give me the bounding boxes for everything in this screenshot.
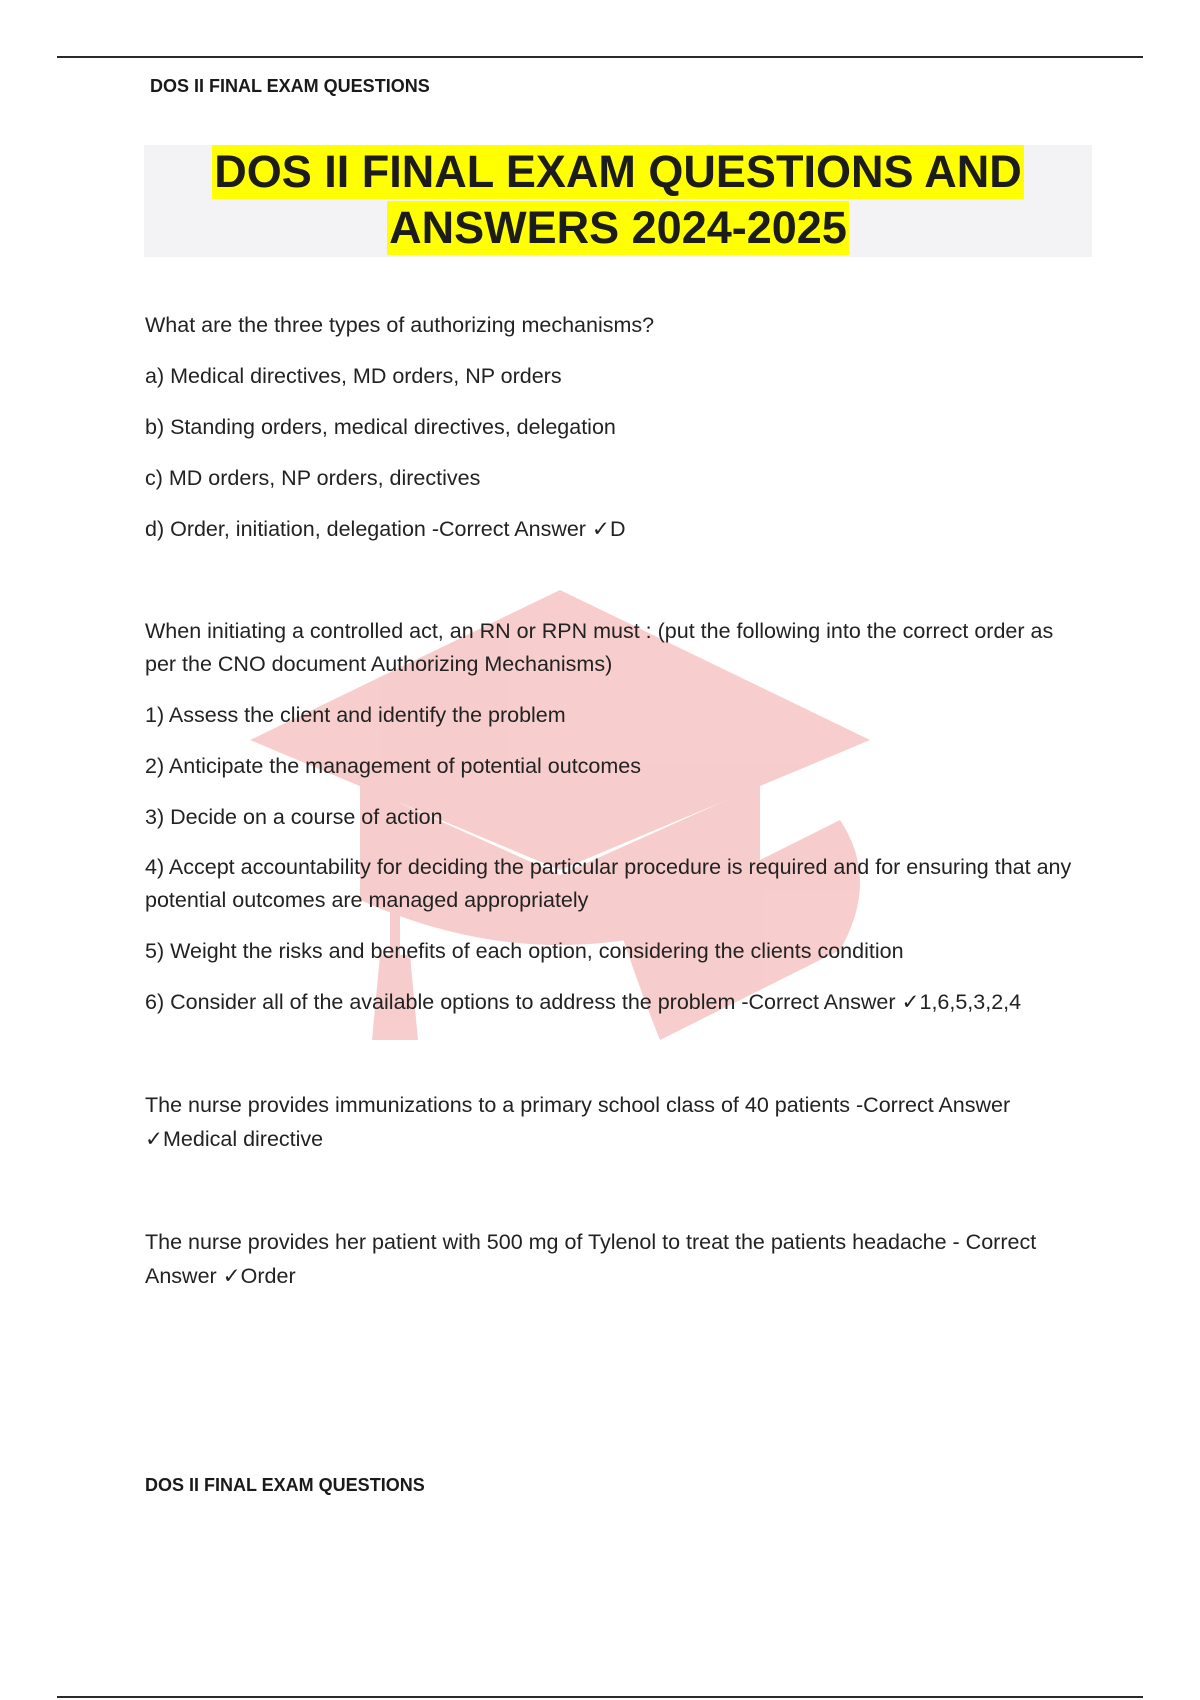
question-1-option: c) MD orders, NP orders, directives (145, 466, 481, 490)
title-line-2: ANSWERS 2024-2025 (389, 202, 847, 253)
question-3-text: The nurse provides immunizations to a primary school class of 40 patients -Correct Answer ✓Medical directive (145, 1093, 1011, 1151)
question-1-text: What are the three types of authorizing mechanisms? (145, 313, 655, 337)
question-1-option: b) Standing orders, medical directives, delegation (145, 415, 616, 439)
question-4-text: The nurse provides her patient with 500 mg of Tylenol to treat the patients headache - Correct Answer ✓Order (145, 1230, 1037, 1288)
running-footer: DOS II FINAL EXAM QUESTIONS (145, 1475, 425, 1495)
question-2-item: 4) Accept accountability for deciding the particular procedure is required and for ensuring that any potential outcomes are managed appropriately (145, 855, 1072, 912)
question-2-item: 1) Assess the client and identify the problem (145, 703, 566, 727)
question-2-answer: 6) Consider all of the available options to address the problem -Correct Answer ✓1,6,5,3,2,4 (145, 990, 1022, 1014)
bottom-rule (57, 1696, 1143, 1698)
question-1-option: a) Medical directives, MD orders, NP orders (145, 364, 562, 388)
exam-content (145, 308, 1085, 1310)
question-2-item: 2) Anticipate the management of potential outcomes (145, 754, 642, 778)
running-header: DOS II FINAL EXAM QUESTIONS (150, 76, 430, 96)
question-1-answer: d) Order, initiation, delegation -Correct Answer ✓D (145, 517, 626, 541)
question-2-text: When initiating a controlled act, an RN or RPN must : (put the following into the correct order as per the CNO document Authorizing Mechanisms) (145, 619, 1054, 676)
top-rule (57, 56, 1143, 58)
title-line-1: DOS II FINAL EXAM QUESTIONS AND (214, 146, 1022, 197)
document-title (144, 145, 1092, 257)
question-2-item: 5) Weight the risks and benefits of each option, considering the clients condition (145, 939, 904, 963)
question-2-item: 3) Decide on a course of action (145, 805, 443, 829)
